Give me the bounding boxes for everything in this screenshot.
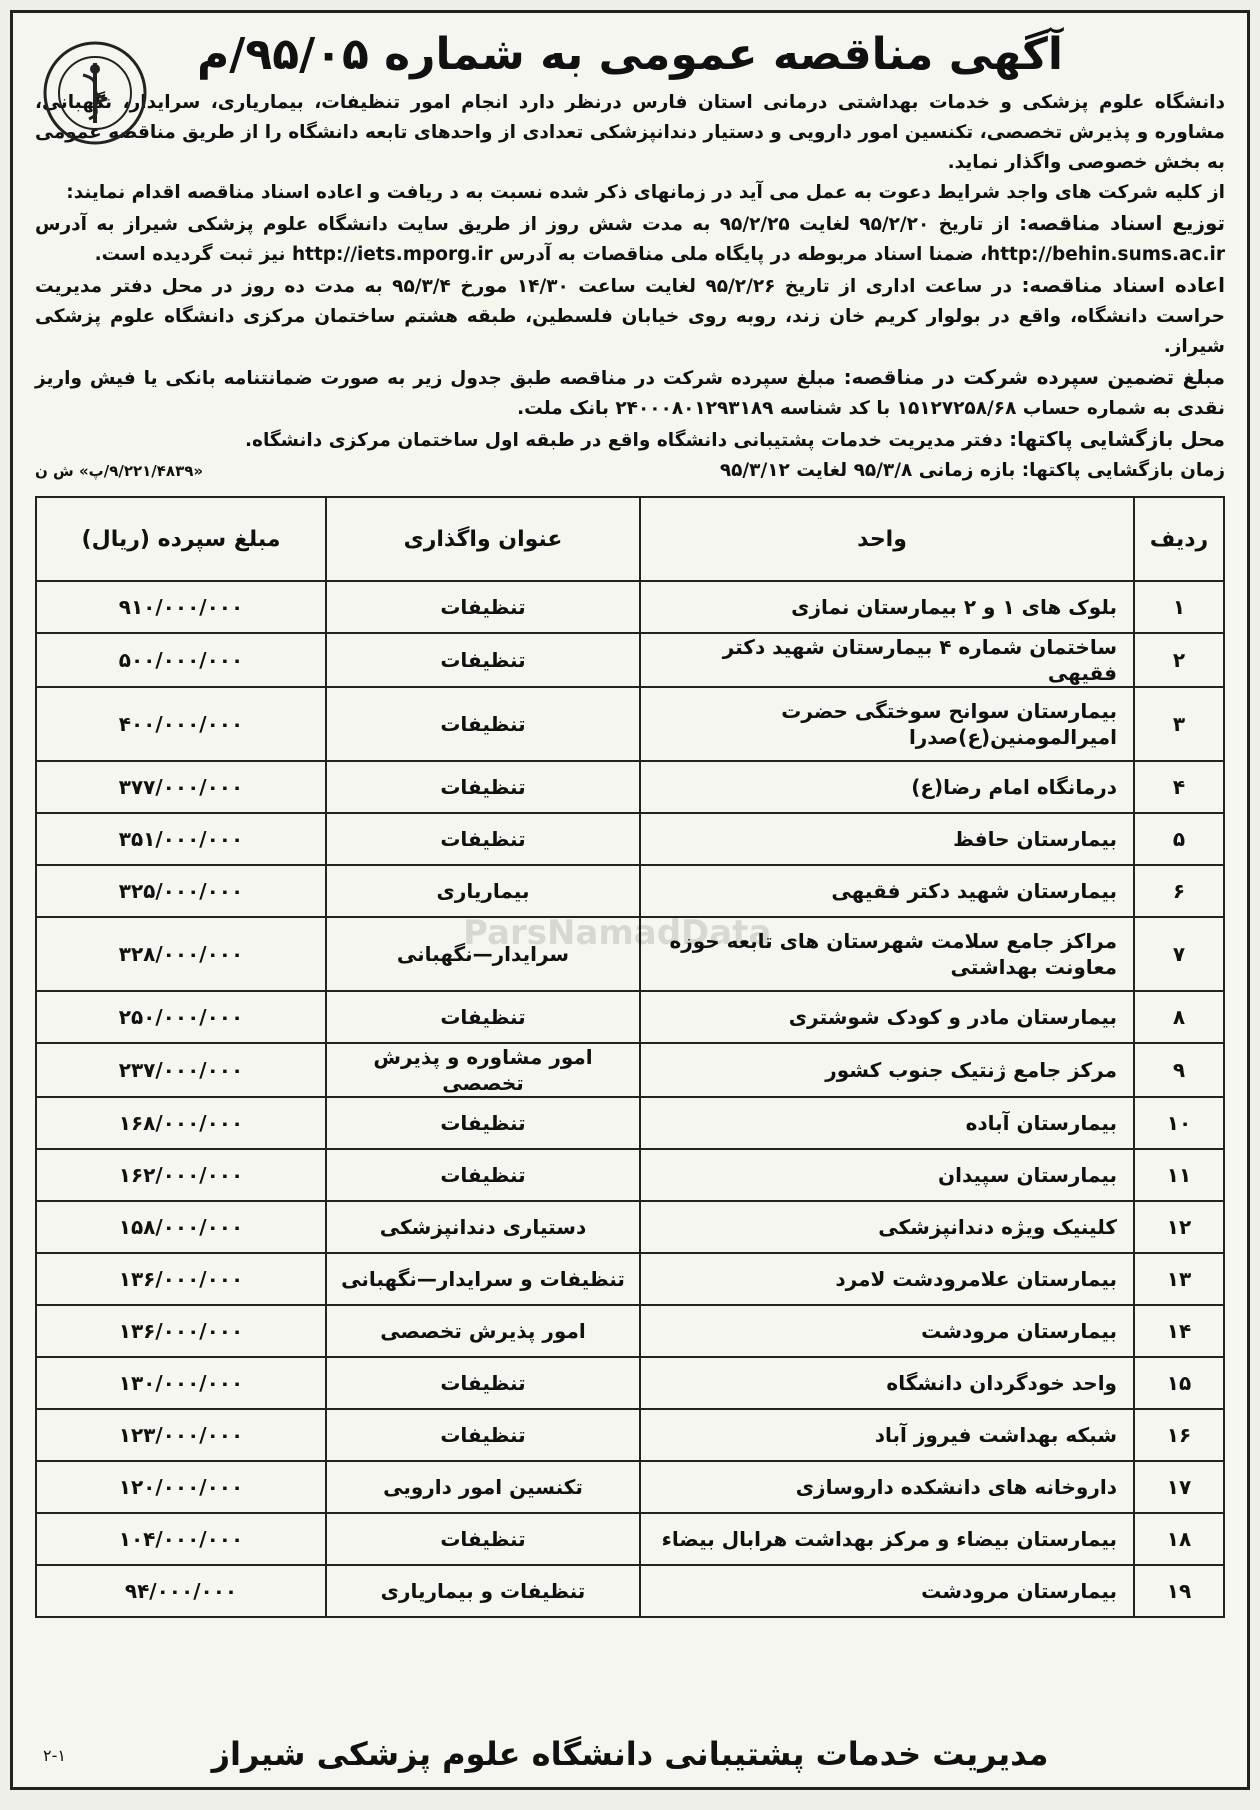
cell-row-number: ۱۴ — [1134, 1305, 1224, 1357]
cell-row-number: ۷ — [1134, 917, 1224, 991]
watermark: ParsNamadData — [463, 913, 772, 953]
cell-amount: ۱۶۸/۰۰۰/۰۰۰ — [36, 1097, 326, 1149]
reference-code: «۹/۲۲۱/۴۸۳۹/پ» ش ن — [35, 462, 204, 480]
table-row — [36, 1409, 1224, 1461]
cell-amount: ۴۰۰/۰۰۰/۰۰۰ — [36, 687, 326, 761]
cell-unit: بیمارستان آباده — [640, 1097, 1134, 1149]
table-row — [36, 1305, 1224, 1357]
table-row — [36, 1253, 1224, 1305]
cell-title: دستیاری دندانپزشکی — [326, 1201, 640, 1253]
table-header-row — [36, 497, 1224, 581]
cell-row-number: ۱۲ — [1134, 1201, 1224, 1253]
cell-amount: ۱۳۶/۰۰۰/۰۰۰ — [36, 1253, 326, 1305]
table-row — [36, 1513, 1224, 1565]
deposit-text: مبلغ سپرده شرکت در مناقصه طبق جدول زیر به صورت ضمانتنامه بانکی یا فیش واریز نقدی به شماره حساب ۱۵۱۲۷۲۵۸/۶۸ با کد شناسه ۲۴۰۰۰۸۰۱۲۹۳۱۸۹ بانک ملت. — [35, 368, 1225, 419]
cell-title: امور مشاوره و پذیرش تخصصی — [326, 1043, 640, 1097]
table-row — [36, 1149, 1224, 1201]
opening-time-section — [35, 456, 1225, 486]
cell-title: تنظیفات — [326, 581, 640, 633]
signature: مدیریت خدمات پشتیبانی دانشگاه علوم پزشکی شیراز — [211, 1735, 1049, 1773]
page-code: ۲-۱ — [43, 1746, 66, 1765]
table-row — [36, 1565, 1224, 1617]
cell-amount: ۱۳۰/۰۰۰/۰۰۰ — [36, 1357, 326, 1409]
return-text: در ساعت اداری از تاریخ ۹۵/۲/۲۶ لغایت ساعت ۱۴/۳۰ مورخ ۹۵/۳/۴ به مدت ده روز در محل دفتر مدیریت حراست دانشگاه، واقع در بولوار کریم خان زند، روبه روی خیابان فلسطین، طبقه هشتم ساختمان مرکزی دانشگاه علوم پزشکی شیراز. — [35, 276, 1225, 357]
cell-amount: ۱۳۶/۰۰۰/۰۰۰ — [36, 1305, 326, 1357]
table-row — [36, 761, 1224, 813]
cell-row-number: ۱۷ — [1134, 1461, 1224, 1513]
header-title: عنوان واگذاری — [326, 497, 640, 581]
cell-amount: ۱۰۴/۰۰۰/۰۰۰ — [36, 1513, 326, 1565]
cell-row-number: ۱۶ — [1134, 1409, 1224, 1461]
cell-unit: بلوک های ۱ و ۲ بیمارستان نمازی — [640, 581, 1134, 633]
cell-title: تنظیفات — [326, 991, 640, 1043]
cell-unit: مراکز جامع سلامت شهرستان های تابعه حوزه معاونت بهداشتی — [640, 917, 1134, 991]
return-section — [35, 270, 1225, 362]
cell-unit: بیمارستان سوانح سوختگی حضرت امیرالمومنین(ع)صدرا — [640, 687, 1134, 761]
cell-row-number: ۱۹ — [1134, 1565, 1224, 1617]
deposit-section — [35, 362, 1225, 424]
cell-title: تنظیفات — [326, 761, 640, 813]
cell-unit: بیمارستان سپیدان — [640, 1149, 1134, 1201]
cell-title: تنظیفات و سرایدار—نگهبانی — [326, 1253, 640, 1305]
cell-row-number: ۱ — [1134, 581, 1224, 633]
cell-row-number: ۱۵ — [1134, 1357, 1224, 1409]
cell-amount: ۳۷۷/۰۰۰/۰۰۰ — [36, 761, 326, 813]
header-unit: واحد — [640, 497, 1134, 581]
header-amount: مبلغ سپرده (ریال) — [36, 497, 326, 581]
cell-row-number: ۱۱ — [1134, 1149, 1224, 1201]
tender-table-body — [36, 581, 1224, 1617]
cell-unit: بیمارستان بیضاء و مرکز بهداشت هرابال بیضاء — [640, 1513, 1134, 1565]
table-row — [36, 813, 1224, 865]
opening-location-text: دفتر مدیریت خدمات پشتیبانی دانشگاه واقع در طبقه اول ساختمان مرکزی دانشگاه. — [245, 430, 1003, 451]
cell-row-number: ۲ — [1134, 633, 1224, 687]
table-row — [36, 865, 1224, 917]
cell-title: سرایدار—نگهبانی — [326, 917, 640, 991]
distribution-label: توزیع اسناد مناقصه: — [1019, 211, 1226, 235]
cell-amount: ۱۲۳/۰۰۰/۰۰۰ — [36, 1409, 326, 1461]
cell-amount: ۳۲۵/۰۰۰/۰۰۰ — [36, 865, 326, 917]
table-row — [36, 991, 1224, 1043]
cell-unit: بیمارستان مادر و کودک شوشتری — [640, 991, 1134, 1043]
cell-title: تکنسین امور دارویی — [326, 1461, 640, 1513]
cell-unit: واحد خودگردان دانشگاه — [640, 1357, 1134, 1409]
opening-location-section — [35, 424, 1225, 456]
opening-time-label: زمان بازگشایی پاکتها: — [1021, 460, 1225, 481]
cell-title: تنظیفات — [326, 1357, 640, 1409]
invitation-paragraph: از کلیه شرکت های واجد شرایط دعوت به عمل می آید در زمانهای ذکر شده نسبت به د ریافت و اعاده اسناد مناقصه اقدام نمایند: — [66, 182, 1225, 203]
cell-title: تنظیفات — [326, 1409, 640, 1461]
opening-location-label: محل بازگشایی پاکتها: — [1009, 427, 1225, 451]
cell-row-number: ۶ — [1134, 865, 1224, 917]
notice-title: آگهی مناقصه عمومی به شماره ۹۵/۰۵/م — [197, 29, 1063, 80]
cell-row-number: ۵ — [1134, 813, 1224, 865]
cell-row-number: ۱۰ — [1134, 1097, 1224, 1149]
cell-title: تنظیفات — [326, 687, 640, 761]
table-row — [36, 581, 1224, 633]
cell-unit: بیمارستان مرودشت — [640, 1305, 1134, 1357]
return-label: اعاده اسناد مناقصه: — [1021, 273, 1225, 297]
cell-amount: ۵۰۰/۰۰۰/۰۰۰ — [36, 633, 326, 687]
table-row — [36, 1097, 1224, 1149]
cell-unit: داروخانه های دانشکده داروسازی — [640, 1461, 1134, 1513]
university-seal-icon — [41, 39, 149, 147]
cell-amount: ۲۳۷/۰۰۰/۰۰۰ — [36, 1043, 326, 1097]
cell-row-number: ۸ — [1134, 991, 1224, 1043]
cell-amount: ۹۴/۰۰۰/۰۰۰ — [36, 1565, 326, 1617]
distribution-section — [35, 208, 1225, 270]
cell-title: امور پذیرش تخصصی — [326, 1305, 640, 1357]
cell-unit: بیمارستان علامرودشت لامرد — [640, 1253, 1134, 1305]
header-row-number: ردیف — [1134, 497, 1224, 581]
cell-row-number: ۹ — [1134, 1043, 1224, 1097]
cell-unit: شبکه بهداشت فیروز آباد — [640, 1409, 1134, 1461]
cell-unit: بیمارستان حافظ — [640, 813, 1134, 865]
cell-title: تنظیفات — [326, 1513, 640, 1565]
cell-amount: ۳۵۱/۰۰۰/۰۰۰ — [36, 813, 326, 865]
intro-paragraph: دانشگاه علوم پزشکی و خدمات بهداشتی درمانی استان فارس درنظر دارد انجام امور تنظیفات، بیماریاری، سرایدار، نگهبانی، مشاوره و پذیرش تخصصی، تکنسین امور دارویی و دستیار دندانپزشکی تعدادی از واحدهای تابعه دانشگاه را از طریق مناقصه عمومی به بخش خصوصی واگذار نماید. — [35, 92, 1225, 173]
cell-title: تنظیفات — [326, 813, 640, 865]
cell-amount: ۱۲۰/۰۰۰/۰۰۰ — [36, 1461, 326, 1513]
cell-title: تنظیفات — [326, 633, 640, 687]
notice-page — [10, 10, 1250, 1790]
cell-amount: ۱۵۸/۰۰۰/۰۰۰ — [36, 1201, 326, 1253]
table-row — [36, 1461, 1224, 1513]
distribution-text: از تاریخ ۹۵/۲/۲۰ لغایت ۹۵/۲/۲۵ به مدت شش روز از طریق سایت دانشگاه علوم پزشکی شیراز به آدرس http://behin.sums.ac.ir، ضمنا اسناد مربوطه در پایگاه ملی مناقصات به آدرس http://iets.mporg.ir نیز ثبت گردیده است. — [35, 214, 1225, 265]
cell-unit: ساختمان شماره ۴ بیمارستان شهید دکتر فقیهی — [640, 633, 1134, 687]
cell-amount: ۹۱۰/۰۰۰/۰۰۰ — [36, 581, 326, 633]
table-row — [36, 633, 1224, 687]
cell-row-number: ۳ — [1134, 687, 1224, 761]
cell-amount: ۲۵۰/۰۰۰/۰۰۰ — [36, 991, 326, 1043]
cell-title: تنظیفات و بیماریاری — [326, 1565, 640, 1617]
cell-unit: کلینیک ویژه دندانپزشکی — [640, 1201, 1134, 1253]
cell-amount: ۱۶۲/۰۰۰/۰۰۰ — [36, 1149, 326, 1201]
tender-table — [35, 496, 1225, 1618]
cell-unit: بیمارستان شهید دکتر فقیهی — [640, 865, 1134, 917]
cell-row-number: ۴ — [1134, 761, 1224, 813]
cell-unit: بیمارستان مرودشت — [640, 1565, 1134, 1617]
cell-unit: مرکز جامع ژنتیک جنوب کشور — [640, 1043, 1134, 1097]
cell-row-number: ۱۳ — [1134, 1253, 1224, 1305]
table-row — [36, 1043, 1224, 1097]
table-row — [36, 687, 1224, 761]
cell-title: تنظیفات — [326, 1097, 640, 1149]
deposit-label: مبلغ تضمین سپرده شرکت در مناقصه: — [843, 365, 1225, 389]
cell-unit: درمانگاه امام رضا(ع) — [640, 761, 1134, 813]
table-row — [36, 1201, 1224, 1253]
table-row — [36, 1357, 1224, 1409]
cell-title: تنظیفات — [326, 1149, 640, 1201]
opening-time-text: بازه زمانی ۹۵/۳/۸ لغایت ۹۵/۳/۱۲ — [719, 460, 1016, 481]
cell-title: بیماریاری — [326, 865, 640, 917]
table-row — [36, 917, 1224, 991]
cell-row-number: ۱۸ — [1134, 1513, 1224, 1565]
cell-amount: ۳۲۸/۰۰۰/۰۰۰ — [36, 917, 326, 991]
